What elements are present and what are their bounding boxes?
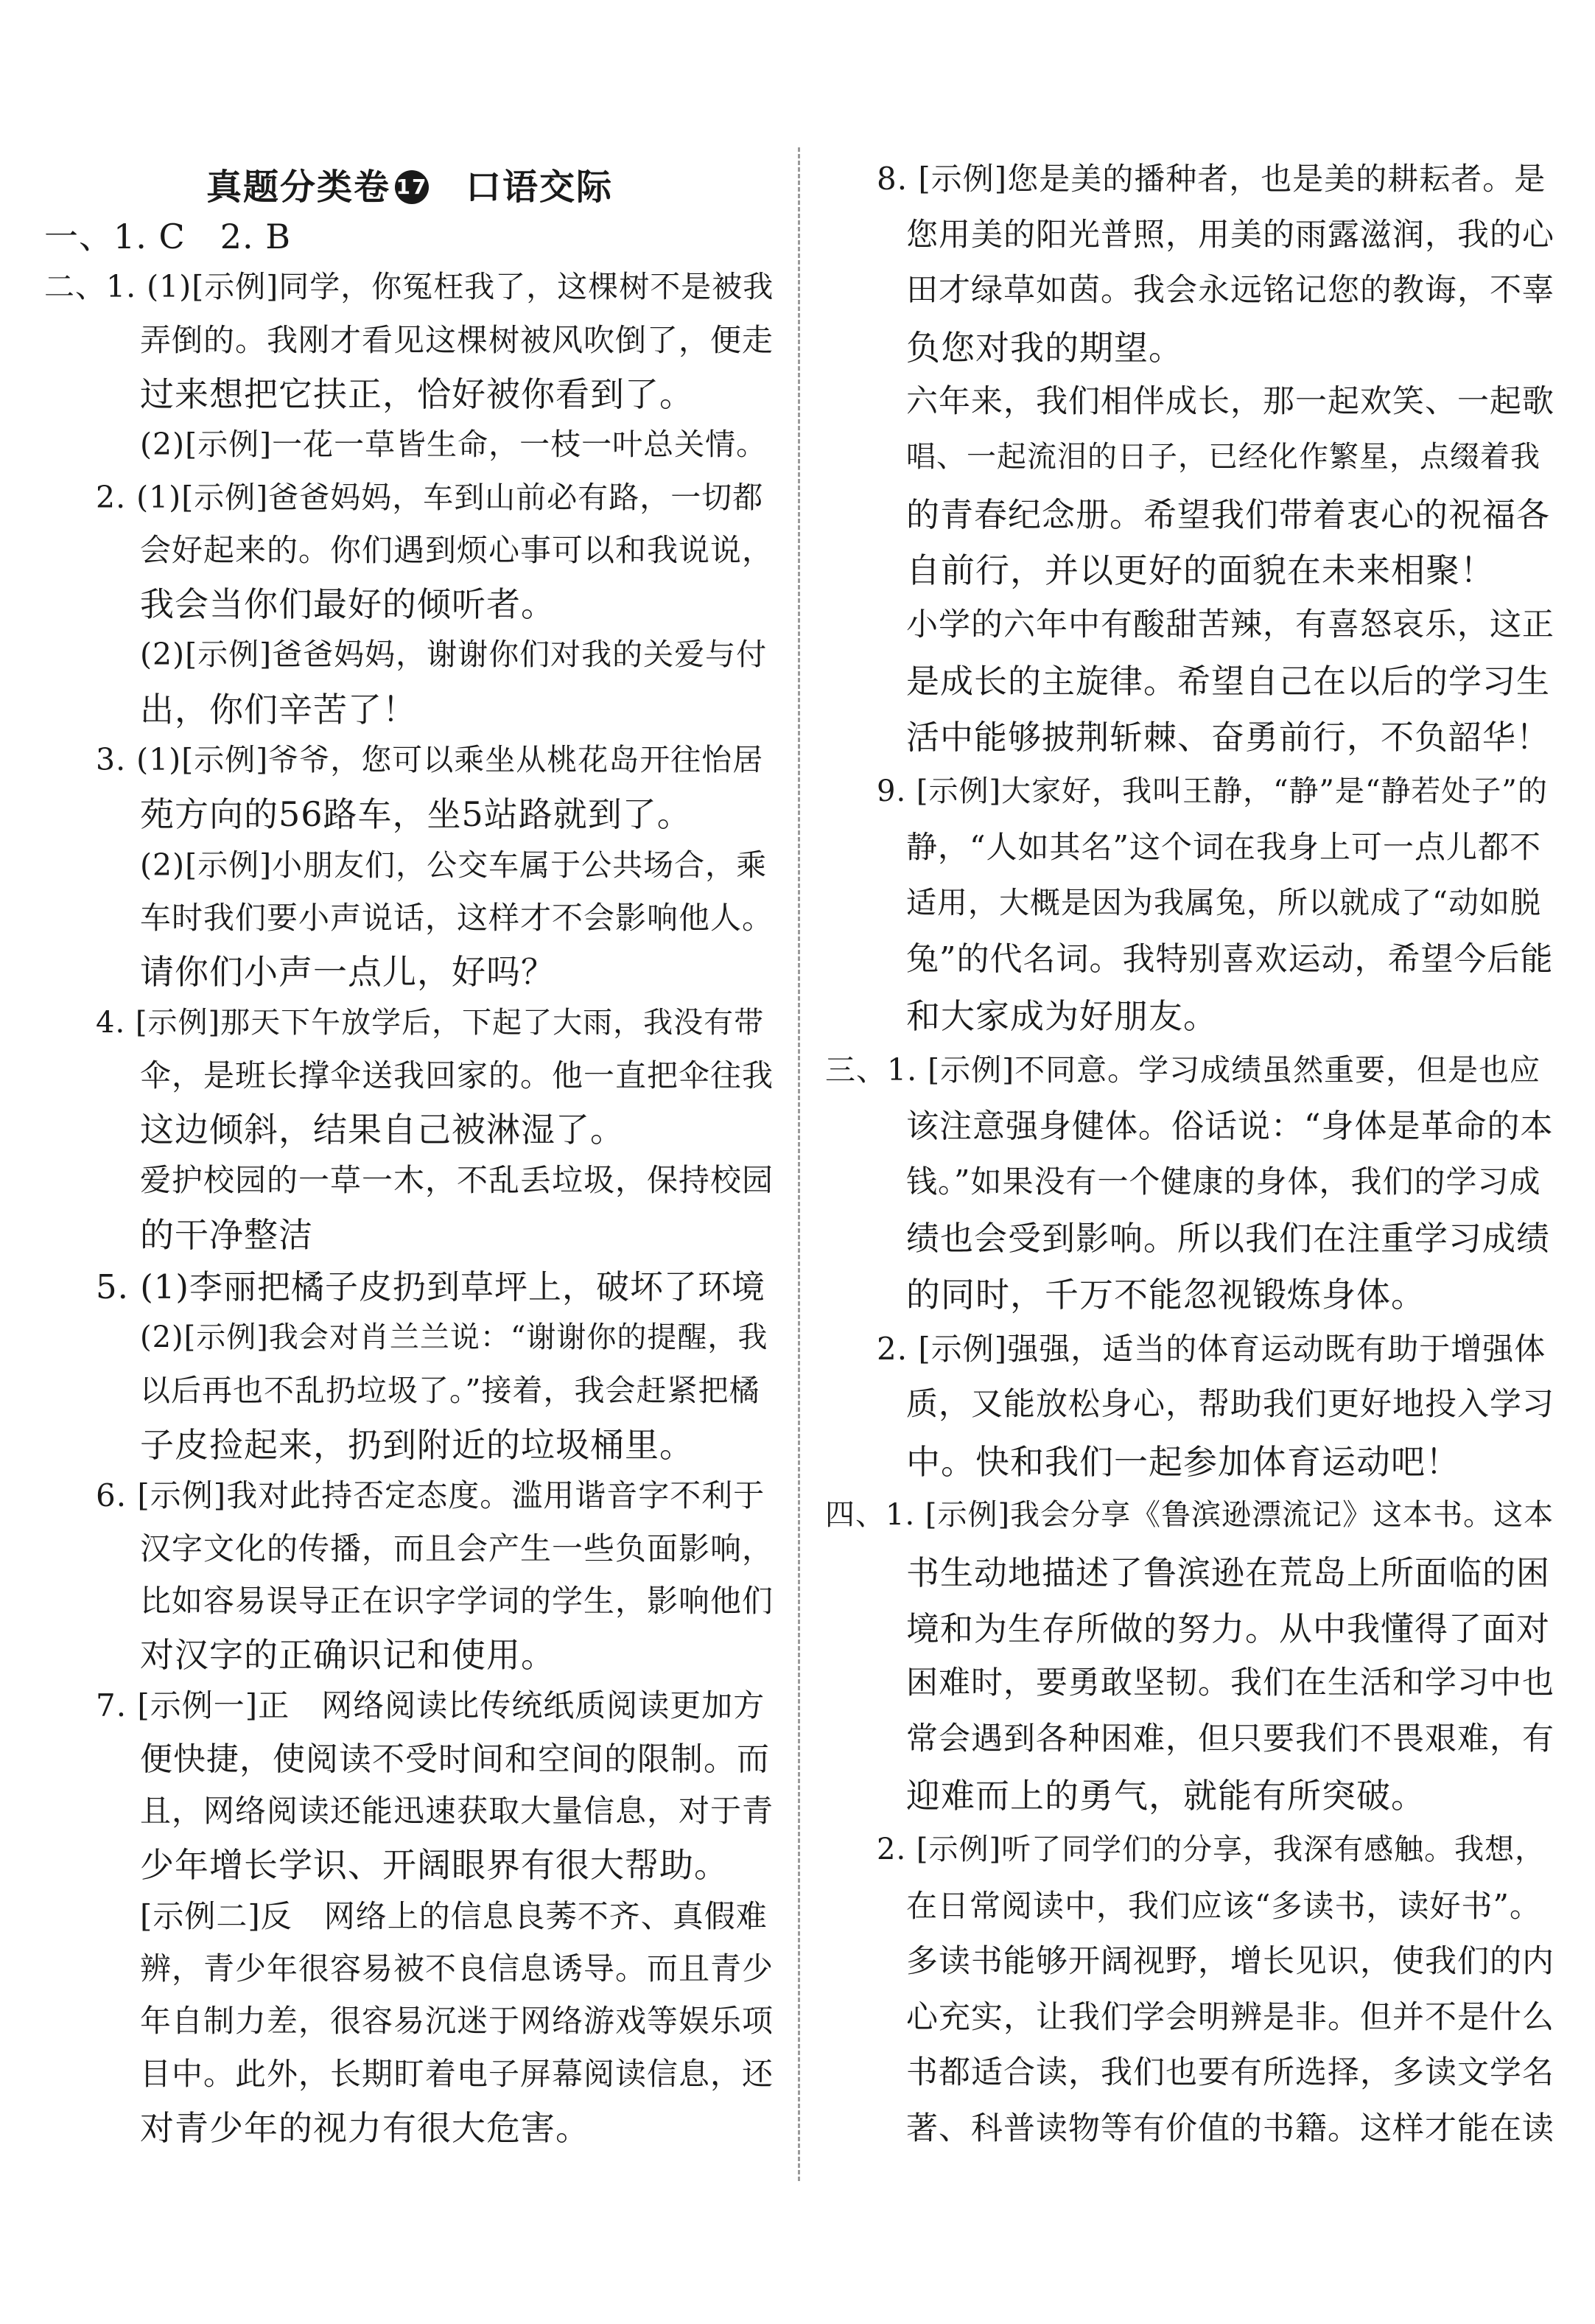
left-text-line: 一、1. C 2. B <box>44 217 292 256</box>
left-text-line: 年自制力差，很容易沉迷于网络游戏等娱乐项 <box>140 2003 774 2039</box>
right-text-line: 书生动地描述了鲁滨逊在荒岛上所面临的困 <box>906 1553 1551 1592</box>
right-text-line: 三、1. [示例]不同意。学习成绩虽然重要，但是也应 <box>825 1052 1541 1088</box>
right-text-line: 静，“人如其名”这个词在我身上可一点儿都不 <box>906 829 1541 865</box>
right-text-line: 9. [示例]大家好，我叫王静，“静”是“静若处子”的 <box>877 774 1548 808</box>
left-text-line: 这边倾斜，结果自己被淋湿了。 <box>140 1110 625 1149</box>
right-text-line: 六年来，我们相伴成长，那一起欢笑、一起歌 <box>906 383 1554 420</box>
right-text-line: 2. [示例]听了同学们的分享，我深有感触。我想， <box>877 1833 1546 1866</box>
right-text-line: 该注意强身健体。俗话说：“身体是革命的本 <box>906 1107 1554 1145</box>
left-text-line: 弄倒的。我刚才看见这棵树被风吹倒了，便走 <box>140 322 774 358</box>
right-text-line: 在日常阅读中，我们应该“多读书，读好书”。 <box>906 1888 1541 1924</box>
left-text-line: 5. (1)李丽把橘子皮扔到草坪上，破坏了环境 <box>96 1267 765 1306</box>
left-text-line: 请你们小声一点儿，好吗？ <box>140 952 555 992</box>
left-text-line: 比如容易误导正在识字学词的学生，影响他们 <box>140 1583 774 1619</box>
right-text-line: 是成长的主旋律。希望自己在以后的学习生 <box>906 662 1551 701</box>
left-text-line: 2. (1)[示例]爸爸妈妈，车到山前必有路，一切都 <box>96 480 764 515</box>
left-text-line: 汉字文化的传播，而且会产生一些负面影响， <box>140 1530 774 1567</box>
right-text-line: 和大家成为好朋友。 <box>906 996 1218 1036</box>
right-text-line: 8. [示例]您是美的播种者，也是美的耕耘者。是 <box>877 161 1546 197</box>
right-text-line: 境和为生存所做的努力。从中我懂得了面对 <box>906 1609 1551 1648</box>
left-text-line: 目中。此外，长期盯着电子屏幕阅读信息，还 <box>140 2056 774 2092</box>
title-text: 真题分类卷 <box>206 167 391 208</box>
left-text-line: 辨，青少年很容易被不良信息诱导。而且青少 <box>140 1950 774 1987</box>
right-text-line: 负您对我的期望。 <box>906 328 1183 368</box>
right-text-line: 小学的六年中有酸甜苦辣，有喜怒哀乐，这正 <box>906 606 1554 643</box>
left-text-line: 以后再也不乱扔垃圾了。”接着，我会赶紧把橘 <box>140 1373 760 1408</box>
left-text-line: 6. [示例]我对此持否定态度。滥用谐音字不利于 <box>96 1477 765 1513</box>
left-text-line: 车时我们要小声说话，这样才不会影响他人。 <box>140 900 774 936</box>
title-subtitle: 口语交际 <box>466 167 614 208</box>
left-text-line: (2)[示例]爸爸妈妈，谢谢你们对我的关爱与付 <box>140 637 768 672</box>
left-text-line: 二、1. (1)[示例]同学，你冤枉我了，这棵树不是被我 <box>44 269 774 304</box>
right-text-line: 迎难而上的勇气，就能有所突破。 <box>906 1776 1426 1816</box>
volume-number-badge: 17 <box>395 170 429 204</box>
right-text-line: 常会遇到各种困难，但只要我们不畏艰难，有 <box>906 1721 1554 1757</box>
left-text-line: 会好起来的。你们遇到烦心事可以和我说说， <box>140 532 774 568</box>
left-text-line: (2)[示例]小朋友们，公交车属于公共场合，乘 <box>140 847 768 883</box>
right-text-line: 兔”的代名词。我特别喜欢运动，希望今后能 <box>906 940 1554 978</box>
left-text-line: [示例二]反 网络上的信息良莠不齐、真假难 <box>140 1898 768 1934</box>
right-text-line: 质，又能放松身心，帮助我们更好地投入学习 <box>906 1386 1554 1423</box>
right-text-line: 的同时，千万不能忽视锻炼身体。 <box>906 1275 1426 1315</box>
right-text-line: 绩也会受到影响。所以我们在注重学习成绩 <box>906 1219 1551 1258</box>
right-text-line: 您用美的阳光普照，用美的雨露滋润，我的心 <box>906 217 1554 253</box>
left-text-line: 的干净整洁 <box>140 1215 313 1255</box>
page-title <box>206 158 613 209</box>
left-text-line: 爱护校园的一草一木，不乱丢垃圾，保持校园 <box>140 1162 774 1198</box>
right-text-line: 困难时，要勇敢坚韧。我们在生活和学习中也 <box>906 1665 1554 1701</box>
left-text-line: 苑方向的56路车，坐5站路就到了。 <box>140 794 692 834</box>
left-text-line: 出，你们辛苦了！ <box>140 690 417 729</box>
right-text-line: 活中能够披荆斩棘、奋勇前行，不负韶华！ <box>906 718 1551 757</box>
right-text-line: 唱、一起流泪的日子，已经化作繁星，点缀着我 <box>906 440 1540 474</box>
right-text-line: 心充实，让我们学会明辨是非。但并不是什么 <box>906 1999 1554 2036</box>
left-text-line: 过来想把它扶正，恰好被你看到了。 <box>140 374 694 414</box>
right-text-line: 著、科普读物等有价值的书籍。这样才能在读 <box>906 2110 1554 2147</box>
left-text-line: 对青少年的视力有很大危害。 <box>140 2108 590 2148</box>
right-text-line: 中。快和我们一起参加体育运动吧！ <box>906 1442 1460 1482</box>
right-text-line: 适用，大概是因为我属兔，所以就成了“动如脱 <box>906 885 1541 920</box>
left-text-line: 3. (1)[示例]爷爷，您可以乘坐从桃花岛开往怡居 <box>96 742 764 777</box>
right-text-line: 四、1. [示例]我会分享《鲁滨逊漂流记》这本书。这本 <box>825 1498 1554 1532</box>
left-text-line: 且，网络阅读还能迅速获取大量信息，对于青 <box>140 1793 774 1829</box>
right-text-line: 田才绿草如茵。我会永远铭记您的教诲，不辜 <box>906 272 1554 309</box>
left-text-line: 对汉字的正确识记和使用。 <box>140 1635 555 1675</box>
right-text-line: 多读书能够开阔视野，增长见识，使我们的内 <box>906 1943 1554 1980</box>
right-text-line: 书都适合读，我们也要有所选择，多读文学名 <box>906 2054 1554 2091</box>
left-text-line: 7. [示例一]正 网络阅读比传统纸质阅读更加方 <box>96 1687 765 1723</box>
left-text-line: (2)[示例]一花一草皆生命，一枝一叶总关情。 <box>140 427 768 462</box>
column-divider <box>798 147 800 2181</box>
left-text-line: (2)[示例]我会对肖兰兰说：“谢谢你的提醒，我 <box>140 1320 768 1354</box>
left-text-line: 子皮捡起来，扔到附近的垃圾桶里。 <box>140 1425 694 1465</box>
left-text-line: 4. [示例]那天下午放学后，下起了大雨，我没有带 <box>96 1006 765 1040</box>
left-text-line: 便快捷，使阅读不受时间和空间的限制。而 <box>140 1740 770 1778</box>
right-text-line: 的青春纪念册。希望我们带着衷心的祝福各 <box>906 495 1551 534</box>
right-text-line: 自前行，并以更好的面貌在未来相聚！ <box>906 550 1495 590</box>
left-text-line: 少年增长学识、开阔眼界有很大帮助。 <box>140 1845 729 1885</box>
left-text-line: 伞，是班长撑伞送我回家的。他一直把伞往我 <box>140 1057 774 1093</box>
right-text-line: 钱。”如果没有一个健康的身体，我们的学习成 <box>906 1163 1541 1200</box>
left-text-line: 我会当你们最好的倾听者。 <box>140 584 555 624</box>
right-text-line: 2. [示例]强强，适当的体育运动既有助于增强体 <box>877 1331 1546 1367</box>
